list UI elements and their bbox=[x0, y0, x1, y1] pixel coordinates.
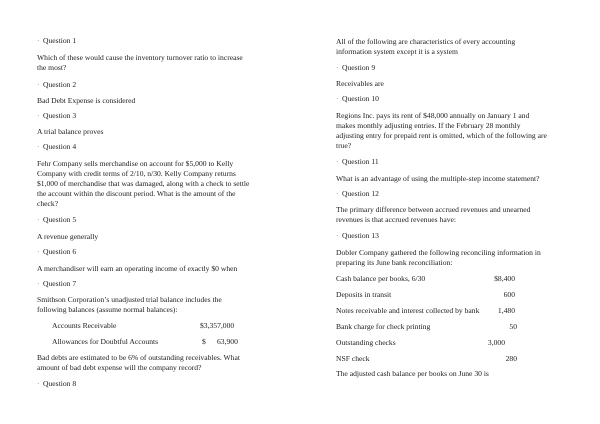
question-12-text-line: The primary difference between accrued revenues and unearned bbox=[336, 205, 531, 214]
question-13-text-line: preparing its June bank reconciliation: bbox=[336, 258, 453, 267]
question-5-heading: · Question 5 bbox=[37, 215, 77, 224]
question-4-heading: · Question 4 bbox=[37, 142, 77, 151]
question-1-heading: · Question 1 bbox=[37, 36, 77, 45]
reconciliation-label: Bank charge for check printing bbox=[336, 322, 431, 331]
question-5-text: A revenue generally bbox=[37, 232, 99, 241]
reconciliation-label: Cash balance per books, 6/30 bbox=[336, 274, 426, 283]
reconciliation-row bbox=[336, 306, 570, 316]
reconciliation-amount: 3,000 bbox=[487, 338, 505, 347]
question-6-text: A merchandiser will earn an operating income of exactly $0 when bbox=[37, 264, 238, 273]
question-6-heading: · Question 6 bbox=[37, 247, 77, 256]
balance-dollar-sign: $ bbox=[202, 337, 206, 346]
question-7-followup-line: Bad debts are estimated to be 6% of outstanding receivables. What bbox=[37, 353, 240, 362]
question-9-heading: · Question 9 bbox=[336, 63, 376, 72]
question-10-text-line: makes monthly adjusting entries. If the February 28 monthly bbox=[336, 121, 521, 130]
reconciliation-amount: 1,480 bbox=[497, 306, 515, 315]
balance-row bbox=[37, 321, 269, 331]
bullet-icon: · bbox=[37, 80, 40, 89]
reconciliation-row bbox=[336, 322, 570, 332]
bullet-icon: · bbox=[37, 215, 40, 224]
reconciliation-label: NSF check bbox=[336, 354, 370, 363]
balance-label: Accounts Receivable bbox=[52, 321, 117, 330]
balance-amount: $3,357,000 bbox=[200, 321, 235, 330]
bullet-icon: · bbox=[37, 111, 40, 120]
question-10-text-line: adjusting entry for prepaid rent is omitted, which of the following are bbox=[336, 131, 547, 140]
reconciliation-amount: $8,400 bbox=[494, 274, 515, 283]
question-4-text-line: the account within the discount period. What is the amount of the bbox=[37, 189, 236, 198]
balance-amount: 63,900 bbox=[217, 337, 238, 346]
question-3-heading: · Question 3 bbox=[37, 111, 77, 120]
question-7-followup-line: amount of bad debt expense will the company record? bbox=[37, 363, 202, 372]
bullet-icon: · bbox=[37, 247, 40, 256]
question-8-text-line: All of the following are characteristics of every accounting bbox=[336, 37, 516, 46]
question-1-text-line: the most? bbox=[37, 63, 67, 72]
question-7-heading: · Question 7 bbox=[37, 279, 77, 288]
reconciliation-label: Outstanding checks bbox=[336, 338, 396, 347]
bullet-icon: · bbox=[336, 94, 339, 103]
reconciliation-row bbox=[336, 338, 570, 348]
question-10-heading: · Question 10 bbox=[336, 94, 379, 103]
question-8-text-line: information system except it is a system bbox=[336, 47, 458, 56]
question-13-followup: The adjusted cash balance per books on June 30 is bbox=[336, 369, 489, 378]
question-4-text-line: Company with credit terms of 2/10, n/30. Kelly Company returns bbox=[37, 169, 236, 178]
reconciliation-row bbox=[336, 290, 570, 300]
question-10-text-line: true? bbox=[336, 141, 352, 150]
question-7-text-line: Smithson Corporation’s unadjusted trial balance includes the bbox=[37, 295, 222, 304]
balance-row bbox=[37, 337, 269, 347]
reconciliation-amount: 600 bbox=[503, 290, 515, 299]
reconciliation-row bbox=[336, 354, 570, 364]
reconciliation-label: Deposits in transit bbox=[336, 290, 392, 299]
question-13-heading: · Question 13 bbox=[336, 231, 379, 240]
bullet-icon: · bbox=[37, 36, 40, 45]
bullet-icon: · bbox=[336, 63, 339, 72]
question-8-heading: · Question 8 bbox=[37, 379, 77, 388]
bullet-icon: · bbox=[37, 142, 40, 151]
bullet-icon: · bbox=[336, 157, 339, 166]
question-11-text: What is an advantage of using the multiple-step income statement? bbox=[336, 174, 540, 183]
bullet-icon: · bbox=[336, 189, 339, 198]
question-9-text: Receivables are bbox=[336, 79, 384, 88]
reconciliation-amount: 280 bbox=[505, 354, 517, 363]
question-2-heading: · Question 2 bbox=[37, 80, 77, 89]
bullet-icon: · bbox=[37, 379, 40, 388]
question-3-text: A trial balance proves bbox=[37, 127, 104, 136]
question-10-text-line: Regions Inc. pays its rent of $48,000 annually on January 1 and bbox=[336, 111, 530, 120]
balance-label: Allowances for Doubtful Accounts bbox=[52, 337, 159, 346]
question-11-heading: · Question 11 bbox=[336, 157, 379, 166]
question-7-text-line: following balances (assume normal balances): bbox=[37, 305, 178, 314]
question-13-text-line: Dobler Company gathered the following reconciling information in bbox=[336, 248, 541, 257]
reconciliation-row bbox=[336, 274, 570, 284]
reconciliation-label: Notes receivable and interest collected by bank bbox=[336, 306, 480, 315]
bullet-icon: · bbox=[336, 231, 339, 240]
question-12-heading: · Question 12 bbox=[336, 189, 379, 198]
question-4-text-line: $1,000 of merchandise that was damaged, along with a check to settle bbox=[37, 179, 250, 188]
bullet-icon: · bbox=[37, 279, 40, 288]
question-4-text-line: Fehr Company sells merchandise on account for $5,000 to Kelly bbox=[37, 159, 234, 168]
question-1-text-line: Which of these would cause the inventory turnover ratio to increase bbox=[37, 53, 243, 62]
question-4-text-line: check? bbox=[37, 199, 59, 208]
question-2-text: Bad Debt Expense is considered bbox=[37, 96, 136, 105]
question-12-text-line: revenues is that accrued revenues have: bbox=[336, 215, 456, 224]
reconciliation-amount: 50 bbox=[509, 322, 517, 331]
